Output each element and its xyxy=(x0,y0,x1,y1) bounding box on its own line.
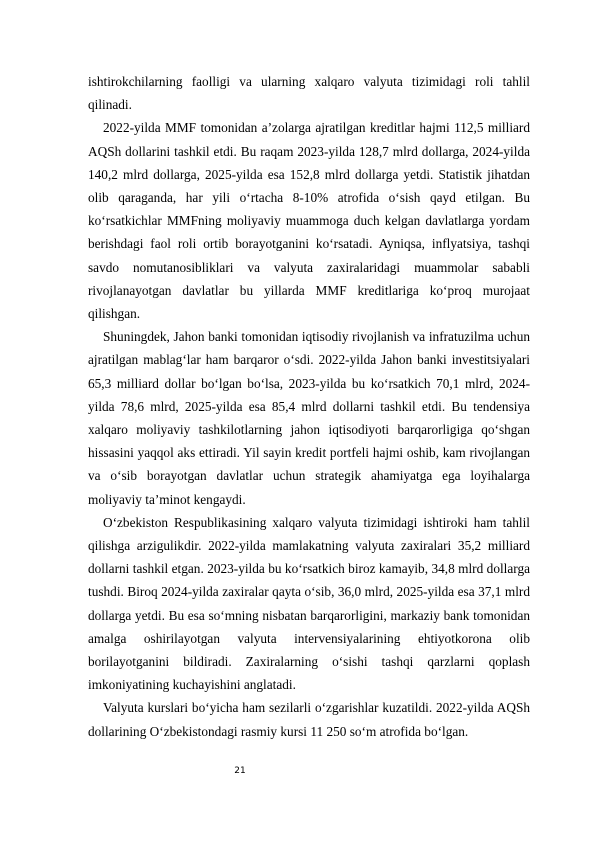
paragraph-exchange-rates: Valyuta kurslari bo‘yicha ham sezilarli o‘zgarishlar kuzatildi. 2022-yilda AQSh dollarining O‘zbekistondagi rasmiy kursi 11 250 so‘m atrofida bo‘lgan. xyxy=(88,700,530,739)
paragraph-world-bank: Shuningdek, Jahon banki tomonidan iqtisodiy rivojlanish va infratuzilma uchun ajratilgan mablag‘lar ham barqaror o‘sdi. 2022-yilda Jahon banki investitsiyalari 65,3 milliard dollar bo‘lgan bo‘lsa, 2023-yilda bu ko‘rsatkich 70,1 mlrd, 2024-yilda 78,6 mlrd, 2025-yilda esa 85,4 mlrd dollarni tashkil etdi. Bu tendensiya xalqaro moliyaviy tashkilotlarning jahon iqtisodiyoti barqarorligiga qo‘shgan hissasini yaqqol aks ettiradi. Yil sayin kredit portfeli hajmi oshib, kam rivojlangan va o‘sib borayotgan davlatlar uchun strategik ahamiyatga ega loyihalarga moliyaviy ta’minot kengaydi. xyxy=(88,329,530,507)
page-number: 21 xyxy=(234,766,246,776)
paragraph-uzbekistan-reserves: O‘zbekiston Respublikasining xalqaro valyuta tizimidagi ishtiroki ham tahlil qilishga arzigulikdir. 2022-yilda mamlakatning valyuta zaxiralari 35,2 milliard dollarni tashkil etgan. 2023-yilda bu ko‘rsatkich biroz kamayib, 34,8 mlrd dollarga tushdi. Biroq 2024-yilda zaxiralar qayta o‘sib, 36,0 mlrd, 2025-yilda esa 37,1 mlrd dollarga yetdi. Bu esa so‘mning nisbatan barqarorligini, markaziy bank tomonidan amalga oshirilayotgan valyuta intervensiyalarining ehtiyotkorona olib borilayotganini bildiradi. Zaxiralarning o‘sishi tashqi qarzlarni qoplash imkoniyatining kuchayishini anglatadi. xyxy=(88,514,530,693)
document-body xyxy=(88,70,530,743)
paragraph-continuation: ishtirokchilarning faolligi va ularning xalqaro valyuta tizimidagi roli tahlil qilinadi. xyxy=(88,74,530,113)
paragraph-imf-credits: 2022-yilda MMF tomonidan a’zolarga ajratilgan kreditlar hajmi 112,5 milliard AQSh dollarini tashkil etdi. Bu raqam 2023-yilda 128,7 mlrd dollarga, 2024-yilda 140,2 mlrd dollarga, 2025-yilda esa 152,8 mlrd dollarga yetdi. Statistik jihatdan olib qaraganda, har yili o‘rtacha 8-10% atrofida o‘sish qayd etilgan. Bu ko‘rsatkichlar MMFning moliyaviy muammoga duch kelgan davlatlarga yordam berishdagi faol roli ortib borayotganini ko‘rsatadi. Ayniqsa, inflyatsiya, tashqi savdo nomutanosibliklari va valyuta zaxiralaridagi muammolar sababli rivojlanayotgan davlatlar bu yillarda MMF kreditlariga ko‘proq murojaat qilishgan. xyxy=(88,120,530,322)
